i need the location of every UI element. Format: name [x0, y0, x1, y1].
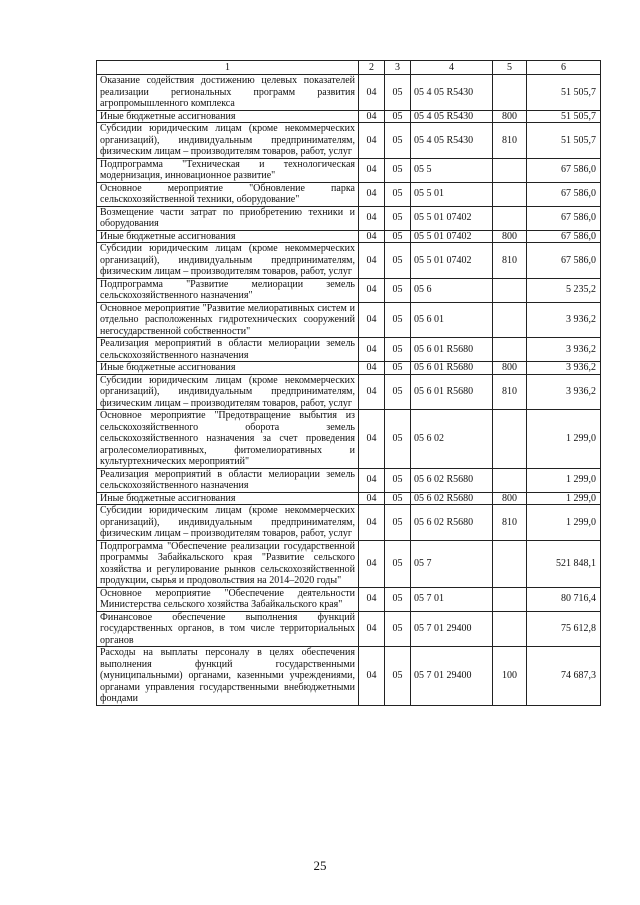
row-section: 04 [359, 158, 385, 182]
row-section: 04 [359, 587, 385, 611]
row-name: Иные бюджетные ассигнования [97, 110, 359, 123]
row-amount: 3 936,2 [527, 338, 601, 362]
row-target-article: 05 6 01 R5680 [411, 362, 493, 375]
row-subsection: 05 [385, 374, 411, 410]
row-section: 04 [359, 468, 385, 492]
row-name: Субсидии юридическим лицам (кроме некоммерческих организаций), индивидуальным предпринимателям, физическим лицам – производителям товаров, работ, услуг [97, 243, 359, 279]
row-amount: 67 586,0 [527, 182, 601, 206]
row-name: Субсидии юридическим лицам (кроме некоммерческих организаций), индивидуальным предпринимателям, физическим лицам – производителям товаров, работ, услуг [97, 123, 359, 159]
row-amount: 1 299,0 [527, 505, 601, 541]
row-section: 04 [359, 540, 385, 587]
table-row [97, 110, 601, 123]
row-expense-type [493, 540, 527, 587]
row-name: Расходы на выплаты персоналу в целях обеспечения выполнения функций государственными (муниципальными) органами, казенными учреждениями, органами управления государственными внебюджетными фондами [97, 647, 359, 706]
table-body [97, 75, 601, 706]
row-section: 04 [359, 182, 385, 206]
row-amount: 67 586,0 [527, 230, 601, 243]
row-subsection: 05 [385, 410, 411, 469]
row-section: 04 [359, 338, 385, 362]
row-section: 04 [359, 362, 385, 375]
row-expense-type: 800 [493, 362, 527, 375]
row-amount: 74 687,3 [527, 647, 601, 706]
row-section: 04 [359, 75, 385, 111]
row-name: Оказание содействия достижению целевых показателей реализации региональных программ развития агропромышленного комплекса [97, 75, 359, 111]
row-expense-type: 100 [493, 647, 527, 706]
row-section: 04 [359, 206, 385, 230]
row-amount: 51 505,7 [527, 110, 601, 123]
row-name: Иные бюджетные ассигнования [97, 492, 359, 505]
row-subsection: 05 [385, 123, 411, 159]
row-name: Основное мероприятие "Развитие мелиоративных систем и отдельно расположенных гидротехнических сооружений негосударственной собственности" [97, 302, 359, 338]
row-amount: 51 505,7 [527, 123, 601, 159]
row-amount: 51 505,7 [527, 75, 601, 111]
row-expense-type: 810 [493, 505, 527, 541]
row-amount: 1 299,0 [527, 410, 601, 469]
row-subsection: 05 [385, 278, 411, 302]
row-expense-type [493, 278, 527, 302]
header-col-4: 4 [411, 61, 493, 75]
row-target-article: 05 7 01 29400 [411, 611, 493, 647]
row-name: Субсидии юридическим лицам (кроме некоммерческих организаций), индивидуальным предпринимателям, физическим лицам – производителям товаров, работ, услуг [97, 505, 359, 541]
row-expense-type [493, 587, 527, 611]
row-subsection: 05 [385, 302, 411, 338]
row-subsection: 05 [385, 182, 411, 206]
header-col-1: 1 [97, 61, 359, 75]
row-target-article: 05 4 05 R5430 [411, 75, 493, 111]
row-target-article: 05 6 [411, 278, 493, 302]
row-target-article: 05 7 01 29400 [411, 647, 493, 706]
row-subsection: 05 [385, 338, 411, 362]
row-expense-type: 800 [493, 492, 527, 505]
row-expense-type [493, 75, 527, 111]
row-amount: 1 299,0 [527, 492, 601, 505]
row-subsection: 05 [385, 468, 411, 492]
row-section: 04 [359, 374, 385, 410]
row-target-article: 05 5 01 07402 [411, 206, 493, 230]
page-number: 25 [313, 858, 327, 873]
table-row [97, 230, 601, 243]
row-subsection: 05 [385, 587, 411, 611]
table-row [97, 75, 601, 111]
row-amount: 1 299,0 [527, 468, 601, 492]
row-amount: 3 936,2 [527, 362, 601, 375]
row-name: Подпрограмма "Техническая и технологическая модернизация, инновационное развитие" [97, 158, 359, 182]
row-section: 04 [359, 230, 385, 243]
row-section: 04 [359, 492, 385, 505]
row-expense-type [493, 611, 527, 647]
table-row [97, 182, 601, 206]
row-target-article: 05 6 02 R5680 [411, 505, 493, 541]
row-amount: 3 936,2 [527, 374, 601, 410]
table-row [97, 410, 601, 469]
table-row [97, 540, 601, 587]
row-amount: 3 936,2 [527, 302, 601, 338]
row-section: 04 [359, 243, 385, 279]
row-subsection: 05 [385, 611, 411, 647]
row-name: Подпрограмма "Обеспечение реализации государственной программы Забайкальского края "Развитие сельского хозяйства и регулирование рынков сельскохозяйственной продукции, сырья и продовольствия на 2014–2020 годы" [97, 540, 359, 587]
row-target-article: 05 6 02 R5680 [411, 492, 493, 505]
table-row [97, 374, 601, 410]
row-subsection: 05 [385, 158, 411, 182]
table-row [97, 362, 601, 375]
row-subsection: 05 [385, 206, 411, 230]
table-row [97, 587, 601, 611]
row-amount: 80 716,4 [527, 587, 601, 611]
table-row [97, 243, 601, 279]
header-col-6: 6 [527, 61, 601, 75]
row-target-article: 05 5 [411, 158, 493, 182]
row-section: 04 [359, 505, 385, 541]
row-amount: 75 612,8 [527, 611, 601, 647]
row-name: Иные бюджетные ассигнования [97, 362, 359, 375]
row-name: Подпрограмма "Развитие мелиорации земель сельскохозяйственного назначения" [97, 278, 359, 302]
row-subsection: 05 [385, 75, 411, 111]
header-col-5: 5 [493, 61, 527, 75]
row-subsection: 05 [385, 505, 411, 541]
row-expense-type [493, 338, 527, 362]
row-amount: 67 586,0 [527, 158, 601, 182]
row-name: Основное мероприятие "Обновление парка сельскохозяйственной техники, оборудование" [97, 182, 359, 206]
row-expense-type: 810 [493, 374, 527, 410]
row-amount: 521 848,1 [527, 540, 601, 587]
row-subsection: 05 [385, 492, 411, 505]
budget-table-page [96, 60, 600, 706]
row-subsection: 05 [385, 243, 411, 279]
row-name: Основное мероприятие "Предотвращение выбытия из сельскохозяйственного оборота земель сельскохозяйственного назначения за счет проведения агролесомелиоративных, фитомелиоративных и культуртехнических мероприятий" [97, 410, 359, 469]
row-expense-type: 800 [493, 110, 527, 123]
row-expense-type: 800 [493, 230, 527, 243]
row-target-article: 05 5 01 07402 [411, 243, 493, 279]
row-section: 04 [359, 278, 385, 302]
row-expense-type [493, 468, 527, 492]
table-row [97, 468, 601, 492]
row-expense-type [493, 410, 527, 469]
row-section: 04 [359, 302, 385, 338]
row-name: Реализация мероприятий в области мелиорации земель сельскохозяйственного назначения [97, 468, 359, 492]
row-target-article: 05 7 [411, 540, 493, 587]
table-row [97, 123, 601, 159]
row-target-article: 05 6 02 R5680 [411, 468, 493, 492]
row-expense-type [493, 302, 527, 338]
header-col-3: 3 [385, 61, 411, 75]
header-col-2: 2 [359, 61, 385, 75]
row-name: Возмещение части затрат по приобретению техники и оборудования [97, 206, 359, 230]
row-amount: 5 235,2 [527, 278, 601, 302]
row-subsection: 05 [385, 110, 411, 123]
row-target-article: 05 4 05 R5430 [411, 110, 493, 123]
row-name: Финансовое обеспечение выполнения функций государственных органов, в том числе территориальных органов [97, 611, 359, 647]
row-amount: 67 586,0 [527, 206, 601, 230]
row-expense-type: 810 [493, 243, 527, 279]
row-subsection: 05 [385, 362, 411, 375]
row-target-article: 05 4 05 R5430 [411, 123, 493, 159]
row-expense-type: 810 [493, 123, 527, 159]
row-section: 04 [359, 410, 385, 469]
row-expense-type [493, 182, 527, 206]
row-target-article: 05 6 01 R5680 [411, 374, 493, 410]
row-name: Иные бюджетные ассигнования [97, 230, 359, 243]
row-subsection: 05 [385, 647, 411, 706]
row-section: 04 [359, 647, 385, 706]
row-section: 04 [359, 123, 385, 159]
row-section: 04 [359, 110, 385, 123]
table-row [97, 206, 601, 230]
row-target-article: 05 6 02 [411, 410, 493, 469]
row-section: 04 [359, 611, 385, 647]
table-row [97, 338, 601, 362]
table-row [97, 611, 601, 647]
table-row [97, 492, 601, 505]
row-target-article: 05 7 01 [411, 587, 493, 611]
row-name: Реализация мероприятий в области мелиорации земель сельскохозяйственного назначения [97, 338, 359, 362]
row-subsection: 05 [385, 540, 411, 587]
table-row [97, 505, 601, 541]
row-subsection: 05 [385, 230, 411, 243]
row-target-article: 05 5 01 [411, 182, 493, 206]
table-row [97, 647, 601, 706]
row-target-article: 05 6 01 [411, 302, 493, 338]
row-target-article: 05 5 01 07402 [411, 230, 493, 243]
row-expense-type [493, 206, 527, 230]
row-amount: 67 586,0 [527, 243, 601, 279]
row-target-article: 05 6 01 R5680 [411, 338, 493, 362]
budget-table [96, 60, 601, 706]
table-header-row [97, 61, 601, 75]
row-name: Субсидии юридическим лицам (кроме некоммерческих организаций), индивидуальным предпринимателям, физическим лицам – производителям товаров, работ, услуг [97, 374, 359, 410]
table-row [97, 158, 601, 182]
row-expense-type [493, 158, 527, 182]
row-name: Основное мероприятие "Обеспечение деятельности Министерства сельского хозяйства Забайкальского края" [97, 587, 359, 611]
table-row [97, 302, 601, 338]
table-row [97, 278, 601, 302]
